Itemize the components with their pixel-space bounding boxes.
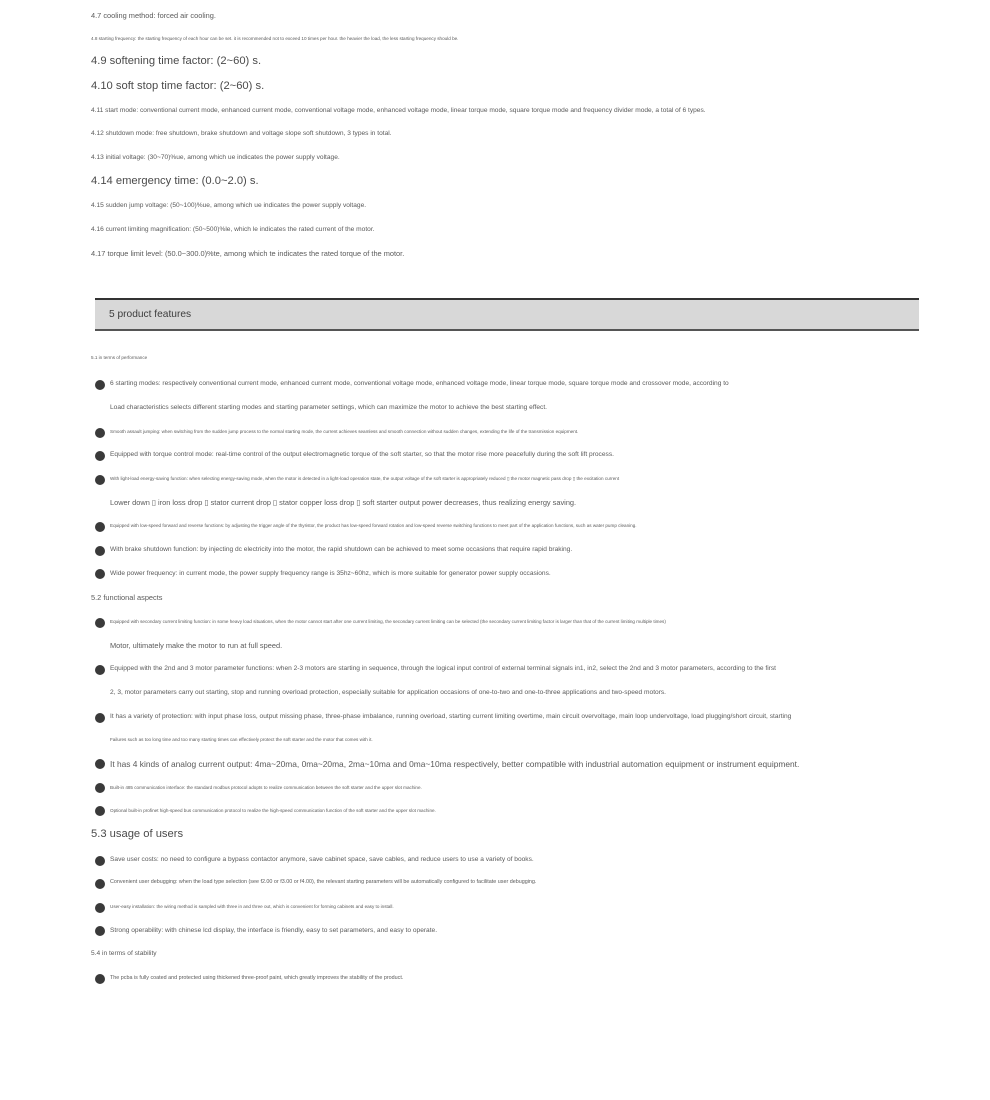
bullet-dot-icon (95, 522, 105, 532)
spec-4-16: 4.16 current limiting magnification: (50~500)%le, which le indicates the rated current of the motor. (91, 226, 375, 233)
functional-item-continuation: Motor, ultimately make the motor to run at full speed. (110, 641, 283, 650)
bullet-dot-icon (95, 903, 105, 913)
functional-item: Optional built-in profinet high-speed bus communication protocol to realize the high-speed communication function of the soft starter and the upper slot machine. (110, 808, 436, 813)
spec-4-8: 4.8 starting frequency: the starting frequency of each hour can be set. it is recommended not to exceed 10 times per hour. the heavier the load, the less starting frequency should be. (91, 36, 459, 41)
heading-5-4: 5.4 in terms of stability (91, 950, 157, 957)
heading-5-2: 5.2 functional aspects (91, 593, 163, 602)
performance-item-continuation: Load characteristics selects different starting modes and starting parameter settings, which can maximize the motor to achieve the best starting effect. (110, 404, 547, 411)
performance-item: Equipped with torque control mode: real-time control of the output electromagnetic torque of the soft starter, so that the motor rise more peacefully during the soft lift process. (110, 451, 614, 458)
bullet-dot-icon (95, 665, 105, 675)
performance-item: Wide power frequency: in current mode, the power supply frequency range is 35hz~60hz, which is more suitable for generator power supply occasions. (110, 570, 551, 577)
bullet-dot-icon (95, 546, 105, 556)
bullet-dot-icon (95, 380, 105, 390)
usage-item: User-easy installation: the wiring method is sampled with three in and three out, which is convenient for forming cabinets and easy to install. (110, 904, 394, 909)
spec-4-15: 4.15 sudden jump voltage: (50~100)%ue, among which ue indicates the power supply voltage. (91, 202, 367, 209)
bullet-dot-icon (95, 713, 105, 723)
functional-item-continuation: Failures such as too long time and too many starting times can effectively protect the soft starter and the motor that comes with it. (110, 737, 373, 742)
bullet-dot-icon (95, 806, 105, 816)
bullet-dot-icon (95, 569, 105, 579)
bullet-dot-icon (95, 926, 105, 936)
functional-item: Built-in 485 communication interface: the standard modbus protocol adopts to realize communication between the soft starter and the upper slot machine. (110, 785, 422, 790)
performance-item-continuation: Lower down ▯ iron loss drop ▯ stator current drop ▯ stator copper loss drop ▯ soft starter output power decreases, thus realizing energy saving. (110, 498, 577, 507)
section-5-banner (95, 298, 919, 331)
bullet-dot-icon (95, 856, 105, 866)
spec-4-11: 4.11 start mode: conventional current mode, enhanced current mode, conventional voltage mode, enhanced voltage mode, linear torque mode, square torque mode and frequency divider mode, a total of 6 types. (91, 107, 706, 114)
spec-4-17: 4.17 torque limit level: (50.0~300.0)%te, among which te indicates the rated torque of the motor. (91, 249, 405, 258)
bullet-dot-icon (95, 759, 105, 769)
functional-item-continuation: 2, 3, motor parameters carry out starting, stop and running overload protection, especially suitable for application occasions of one-to-two and one-to-three applications and two-speed motors. (110, 689, 667, 696)
usage-item: Strong operability: with chinese lcd display, the interface is friendly, easy to set parameters, and easy to operate. (110, 927, 438, 934)
bullet-dot-icon (95, 475, 105, 485)
bullet-dot-icon (95, 428, 105, 438)
spec-4-14: 4.14 emergency time: (0.0~2.0) s. (91, 175, 259, 187)
functional-item: It has a variety of protection: with input phase loss, output missing phase, three-phase imbalance, running overload, starting current limiting overtime, main circuit overvoltage, main loop undervoltage, load plugging/short circuit, starting (110, 713, 792, 720)
heading-5-3: 5.3 usage of users (91, 828, 184, 840)
stability-item: The pcba is fully coated and protected using thickened three-proof paint, which greatly improves the stability of the product. (110, 975, 404, 981)
bullet-dot-icon (95, 783, 105, 793)
bullet-dot-icon (95, 451, 105, 461)
performance-item: With brake shutdown function: by injecting dc electricity into the motor, the rapid shutdown can be achieved to meet some occasions that require rapid braking. (110, 546, 573, 553)
heading-5-1: 5.1 in terms of performance (91, 355, 148, 360)
section-5-title: 5 product features (109, 309, 192, 320)
spec-4-9: 4.9 softening time factor: (2~60) s. (91, 55, 262, 67)
spec-4-13: 4.13 initial voltage: (30~70)%ue, among which ue indicates the power supply voltage. (91, 154, 340, 161)
functional-item: Equipped with secondary current limiting function: in some heavy load situations, when the motor cannot start after one current limiting, the secondary current limiting can be selected (the secondary current limiting factor is larger than that of the current limiting multiple times) (110, 619, 666, 624)
spec-4-10: 4.10 soft stop time factor: (2~60) s. (91, 80, 265, 92)
functional-item: It has 4 kinds of analog current output: 4ma~20ma, 0ma~20ma, 2ma~10ma and 0ma~10ma respectively, better compatible with industrial automation equipment or instrument equipment. (110, 759, 800, 769)
bullet-dot-icon (95, 974, 105, 984)
bullet-dot-icon (95, 879, 105, 889)
spec-4-12: 4.12 shutdown mode: free shutdown, brake shutdown and voltage slope soft shutdown, 3 types in total. (91, 130, 392, 137)
spec-4-7: 4.7 cooling method: forced air cooling. (91, 11, 216, 20)
performance-item: Smooth assault jumping: when switching from the sudden jump process to the normal starting mode, the current achieves seamless and smooth connection without sudden changes, extending the life of the transmission equipment. (110, 429, 579, 434)
performance-item: With light-load energy-saving function: when selecting energy-saving mode, when the motor is detected in a light-load operation state, the output voltage of the soft starter is appropriately reduced ▯ the motor magnetic pass drop ▯ the excitation current (110, 476, 620, 481)
performance-item: 6 starting modes: respectively conventional current mode, enhanced current mode, conventional voltage mode, enhanced voltage mode, linear torque mode, square torque mode and crossover mode, according to (110, 380, 729, 387)
functional-item: Equipped with the 2nd and 3 motor parameter functions: when 2-3 motors are starting in sequence, through the logical input control of external terminal signals in1, in2, select the 2nd and 3 motor parameters, according to the first (110, 665, 776, 672)
usage-item: Save user costs: no need to configure a bypass contactor anymore, save cabinet space, save cables, and reduce users to use a variety of books. (110, 856, 534, 863)
bullet-dot-icon (95, 618, 105, 628)
performance-item: Equipped with low-speed forward and reverse functions: by adjusting the trigger angle of the thyristor, the product has low-speed forward rotation and low-speed reverse switching functions to meet part of the application functions, such as water pump cleaning. (110, 523, 637, 528)
usage-item: Convenient user debugging: when the load type selection (see f2.00 or f3.00 or f4.00), the relevant starting parameters will be automatically configured to facilitate user debugging. (110, 879, 537, 885)
